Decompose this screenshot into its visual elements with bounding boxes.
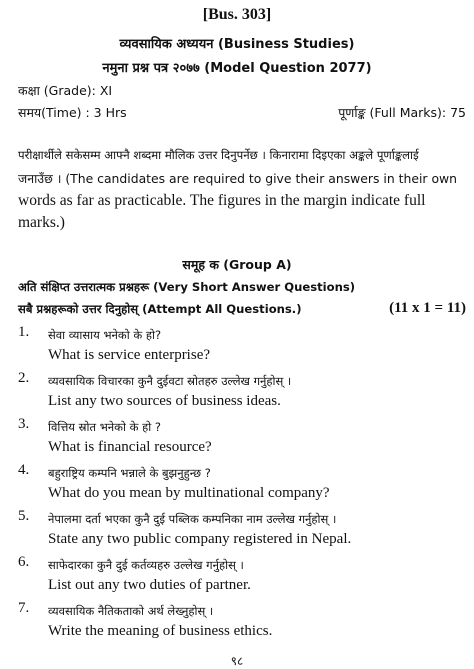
subject-title: व्यवसायिक अध्ययन (Business Studies) — [119, 37, 355, 52]
instruction-line-4: marks.) — [18, 214, 65, 231]
question-english: Write the meaning of business ethics. — [48, 623, 273, 639]
instruction-line-2: जनाउँछ । (The candidates are required to give their answers in their own — [18, 171, 458, 186]
instruction-line-3: words as far as practicable. The figures in the margin indicate full — [18, 192, 426, 209]
question-number: 7. — [18, 600, 30, 616]
instruction-line-1: परीक्षार्थीले सकेसम्म आफ्नै शब्दमा मौलिक उत्तर दिनुपर्नेछ । किनारामा दिइएका अङ्कले पूर्णाङ्कलाई — [18, 148, 419, 162]
question-nepali: साफेदारका कुनै दुई कर्तव्यहरु उल्लेख गर्नुहोस् । — [48, 558, 244, 572]
question-nepali: वित्तिय स्रोत भनेको के हो ? — [48, 420, 161, 434]
question-english: List out any two duties of partner. — [48, 577, 251, 593]
question-number: 6. — [18, 554, 30, 570]
model-question-title: नमुना प्रश्न पत्र २०७७ (Model Question 2077) — [102, 61, 372, 76]
question-number: 1. — [18, 324, 30, 340]
question-english: What is service enterprise? — [48, 347, 211, 363]
question-number: 4. — [18, 462, 30, 478]
question-number: 3. — [18, 416, 30, 432]
question-number: 5. — [18, 508, 30, 524]
question-nepali: नेपालमा दर्ता भएका कुनै दुई पब्लिक कम्पनिका नाम उल्लेख गर्नुहोस् । — [48, 512, 337, 526]
question-instruction: सबै प्रश्नहरूको उत्तर दिनुहोस् (Attempt All Questions.) — [18, 302, 302, 316]
question-nepali: बहुराष्ट्रिय कम्पनि भन्नाले के बुझनुहुन्छ ? — [48, 466, 211, 480]
question-english: What do you mean by multinational company? — [48, 485, 330, 501]
group-title: समूह क (Group A) — [182, 257, 292, 272]
question-number: 2. — [18, 370, 30, 386]
question-english: List any two sources of business ideas. — [48, 393, 281, 409]
grade-label: कक्षा (Grade): XI — [18, 83, 113, 98]
question-nepali: सेवा व्यासाय भनेको के हो? — [48, 328, 162, 342]
question-english: What is financial resource? — [48, 439, 212, 455]
question-type: अति संक्षिप्त उत्तरात्मक प्रश्नहरू (Very Short Answer Questions) — [18, 280, 356, 294]
group-marks: (11 x 1 = 11) — [389, 300, 466, 316]
page-number: ९८ — [230, 654, 244, 668]
question-nepali: व्यवसायिक नैतिकताको अर्थ लेख्नुहोस् । — [48, 604, 214, 618]
time-label: समय(Time) : 3 Hrs — [18, 105, 127, 120]
question-nepali: व्यवसायिक विचारका कुनै दुईवटा स्रोतहरु उल्लेख गर्नुहोस् । — [48, 374, 292, 388]
full-marks-label: पूर्णाङ्क (Full Marks): 75 — [338, 105, 466, 120]
question-english: State any two public company registered in Nepal. — [48, 531, 352, 547]
exam-code: [Bus. 303] — [202, 6, 272, 23]
